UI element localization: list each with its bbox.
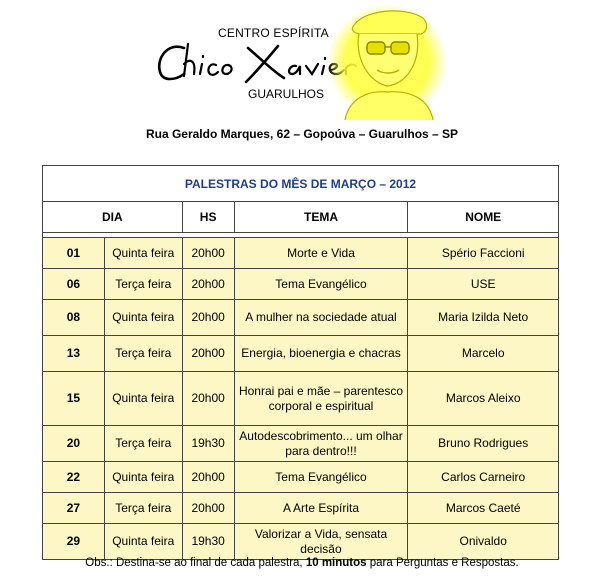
cell-weekday: Quinta feira (104, 524, 182, 560)
cell-name: Maria Izilda Neto (408, 300, 559, 336)
cell-time: 20h00 (182, 238, 234, 269)
table-row (43, 238, 559, 269)
cell-name: Marcos Caeté (408, 493, 559, 524)
cell-time: 19h30 (182, 426, 234, 462)
cell-theme: Tema Evangélico (234, 269, 408, 300)
cell-day: 01 (43, 238, 105, 269)
cell-name: Spério Faccioni (408, 238, 559, 269)
cell-theme: Honrai pai e mãe – parentesco corporal e espiritual (234, 372, 408, 426)
cell-name: Bruno Rodrigues (408, 426, 559, 462)
cell-name: Marcos Aleixo (408, 372, 559, 426)
cell-time: 20h00 (182, 372, 234, 426)
cell-theme: Valorizar a Vida, sensata decisão (234, 524, 408, 560)
cell-day: 27 (43, 493, 105, 524)
cell-weekday: Quinta feira (104, 238, 182, 269)
cell-time: 20h00 (182, 300, 234, 336)
cell-time: 20h00 (182, 462, 234, 493)
cell-time: 20h00 (182, 336, 234, 372)
observation-note (0, 557, 604, 569)
address: Rua Geraldo Marques, 62 – Gopoúva – Guarulhos – SP (145, 127, 459, 141)
cell-weekday: Terça feira (104, 336, 182, 372)
header (0, 0, 604, 120)
cell-weekday: Terça feira (104, 426, 182, 462)
table-header-row (43, 202, 559, 233)
cell-time: 19h30 (182, 524, 234, 560)
cell-day: 13 (43, 336, 105, 372)
column-header-hs: HS (182, 202, 234, 233)
cell-day: 20 (43, 426, 105, 462)
table-row (43, 426, 559, 462)
cell-weekday: Quinta feira (104, 462, 182, 493)
cell-time: 20h00 (182, 493, 234, 524)
cell-weekday: Terça feira (104, 269, 182, 300)
column-header-nome: NOME (408, 202, 559, 233)
table-row (43, 493, 559, 524)
cell-weekday: Terça feira (104, 493, 182, 524)
lecture-schedule-table (42, 165, 559, 560)
table-title: PALESTRAS DO MÊS DE MARÇO – 2012 (43, 166, 559, 202)
org-name-top: CENTRO ESPÍRITA (218, 26, 329, 40)
cell-theme: Tema Evangélico (234, 462, 408, 493)
obs-suffix: para Perguntas e Respostas. (366, 557, 519, 569)
cell-name: USE (408, 269, 559, 300)
cell-theme: A mulher na sociedade atual (234, 300, 408, 336)
cell-time: 20h00 (182, 269, 234, 300)
cell-day: 29 (43, 524, 105, 560)
column-header-tema: TEMA (234, 202, 408, 233)
table-row (43, 462, 559, 493)
table-row (43, 524, 559, 560)
cell-name: Carlos Carneiro (408, 462, 559, 493)
cell-day: 08 (43, 300, 105, 336)
cell-weekday: Quinta feira (104, 300, 182, 336)
cell-name: Marcelo (408, 336, 559, 372)
cell-day: 06 (43, 269, 105, 300)
table-row (43, 269, 559, 300)
table-row (43, 300, 559, 336)
cell-theme: Morte e Vida (234, 238, 408, 269)
cell-theme: Energia, bioenergia e chacras (234, 336, 408, 372)
cell-day: 15 (43, 372, 105, 426)
table-row (43, 336, 559, 372)
cell-weekday: Quinta feira (104, 372, 182, 426)
obs-prefix: Obs.: Destina-se ao final de cada palestra, (85, 557, 306, 569)
cell-day: 22 (43, 462, 105, 493)
obs-bold: 10 minutos (305, 557, 367, 569)
glowing-portrait-icon (325, 2, 450, 120)
org-name-city: GUARULHOS (248, 87, 325, 101)
cell-name: Onivaldo (408, 524, 559, 560)
cell-theme: Autodescobrimento... um olhar para dentro!!! (234, 426, 408, 462)
column-header-dia: DIA (43, 202, 183, 233)
cell-theme: A Arte Espírita (234, 493, 408, 524)
table-row (43, 372, 559, 426)
